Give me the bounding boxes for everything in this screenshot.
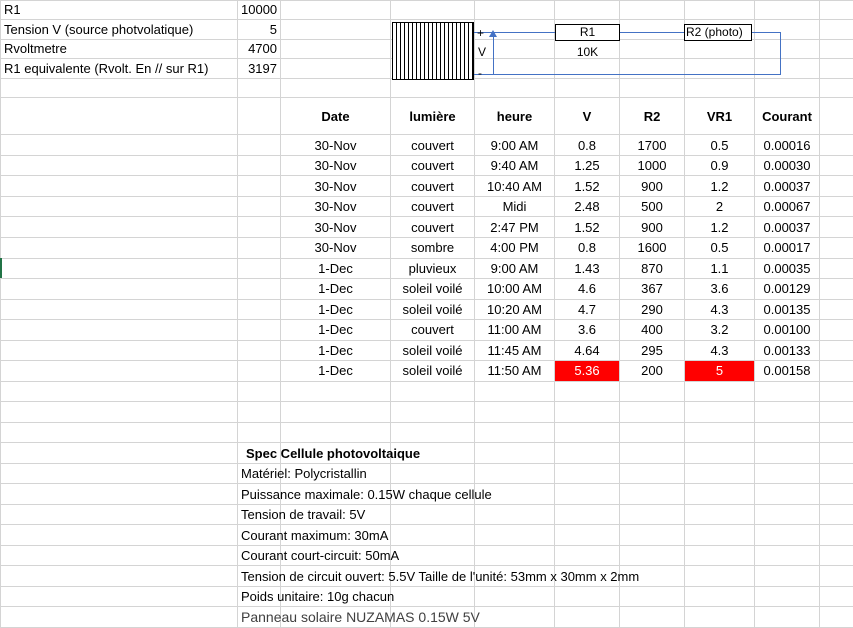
cell-lumiere[interactable]: couvert bbox=[391, 135, 475, 156]
cell-lumiere[interactable]: couvert bbox=[391, 196, 475, 217]
header-heure[interactable]: heure bbox=[475, 98, 555, 135]
cell-v[interactable]: 4.6 bbox=[555, 279, 620, 300]
table-row bbox=[1, 155, 853, 176]
cell-v[interactable]: 4.64 bbox=[555, 340, 620, 361]
cell-courant[interactable]: 0.00016 bbox=[755, 135, 820, 156]
cell-v[interactable]: 3.6 bbox=[555, 320, 620, 341]
voltmeter-lead bbox=[493, 36, 494, 74]
cell-tension-label[interactable]: Tension V (source photvolatique) bbox=[1, 20, 238, 39]
solar-panel-icon bbox=[392, 22, 474, 80]
cell-lumiere[interactable]: couvert bbox=[391, 320, 475, 341]
cell-heure[interactable]: 4:00 PM bbox=[475, 238, 555, 259]
cell-date[interactable]: 30-Nov bbox=[281, 196, 391, 217]
cell-date[interactable]: 30-Nov bbox=[281, 217, 391, 238]
cell-v[interactable]: 4.7 bbox=[555, 299, 620, 320]
cell-heure[interactable]: 9:40 AM bbox=[475, 155, 555, 176]
table-row bbox=[1, 340, 853, 361]
cell-lumiere[interactable]: couvert bbox=[391, 217, 475, 238]
table-row bbox=[1, 238, 853, 259]
cell-lumiere[interactable]: soleil voilé bbox=[391, 299, 475, 320]
cell-vr1[interactable]: 1.2 bbox=[685, 217, 755, 238]
cell-lumiere[interactable]: pluvieux bbox=[391, 258, 475, 279]
r1-resistor: R1 bbox=[555, 24, 620, 41]
cell-courant[interactable]: 0.00133 bbox=[755, 340, 820, 361]
cell-courant[interactable]: 0.00129 bbox=[755, 279, 820, 300]
cell-courant[interactable]: 0.00067 bbox=[755, 196, 820, 217]
v-label: V bbox=[478, 45, 487, 59]
cell-lumiere[interactable]: soleil voilé bbox=[391, 361, 475, 382]
cell-lumiere[interactable]: sombre bbox=[391, 238, 475, 259]
header-r2[interactable]: R2 bbox=[620, 98, 685, 135]
cell-v-highlighted[interactable]: 5.36 bbox=[555, 361, 620, 382]
spec-line[interactable]: Poids unitaire: 10g chacun bbox=[238, 586, 281, 607]
cell-vr1[interactable]: 0.5 bbox=[685, 135, 755, 156]
wire-top-left bbox=[474, 32, 555, 33]
cell-vr1[interactable]: 3.6 bbox=[685, 279, 755, 300]
cell-r2[interactable]: 900 bbox=[620, 176, 685, 197]
cell-date[interactable]: 1-Dec bbox=[281, 279, 391, 300]
cell-lumiere[interactable]: couvert bbox=[391, 155, 475, 176]
cell-v[interactable]: 0.8 bbox=[555, 135, 620, 156]
table-row bbox=[1, 217, 853, 238]
cell-req-value[interactable]: 3197 bbox=[238, 59, 281, 78]
cell-tension-value[interactable]: 5 bbox=[238, 20, 281, 39]
spec-line[interactable]: Tension de travail: 5V bbox=[238, 504, 281, 525]
arrow-up-icon bbox=[489, 30, 497, 37]
spec-line[interactable]: Puissance maximale: 0.15W chaque cellule bbox=[238, 484, 281, 505]
cell-date[interactable]: 30-Nov bbox=[281, 155, 391, 176]
cell-lumiere[interactable]: couvert bbox=[391, 176, 475, 197]
table-row bbox=[1, 279, 853, 300]
cell-courant[interactable]: 0.00135 bbox=[755, 299, 820, 320]
cell-heure[interactable]: 11:45 AM bbox=[475, 340, 555, 361]
cell-r2[interactable]: 1000 bbox=[620, 155, 685, 176]
cell-date[interactable]: 1-Dec bbox=[281, 258, 391, 279]
table-row bbox=[1, 299, 853, 320]
cell-lumiere[interactable]: soleil voilé bbox=[391, 279, 475, 300]
header-v[interactable]: V bbox=[555, 98, 620, 135]
cell-courant[interactable]: 0.00017 bbox=[755, 238, 820, 259]
cell-heure[interactable]: 11:00 AM bbox=[475, 320, 555, 341]
cell-r2[interactable]: 1700 bbox=[620, 135, 685, 156]
cell-r1-value[interactable]: 10000 bbox=[238, 1, 281, 20]
cell-courant[interactable]: 0.00037 bbox=[755, 217, 820, 238]
spec-line[interactable]: Courant maximum: 30mA bbox=[238, 525, 281, 546]
cell-r2[interactable]: 900 bbox=[620, 217, 685, 238]
wire-top-mid bbox=[620, 32, 684, 33]
cell-courant[interactable]: 0.00035 bbox=[755, 258, 820, 279]
wire-bottom bbox=[474, 74, 781, 75]
cell-date[interactable]: 1-Dec bbox=[281, 361, 391, 382]
cell-heure[interactable]: 9:00 AM bbox=[475, 258, 555, 279]
cell-date[interactable]: 30-Nov bbox=[281, 135, 391, 156]
minus-label: - bbox=[478, 66, 482, 80]
cell-v[interactable]: 1.25 bbox=[555, 155, 620, 176]
table-row bbox=[1, 135, 853, 156]
cell-heure[interactable]: 10:00 AM bbox=[475, 279, 555, 300]
cell-vr1[interactable]: 3.2 bbox=[685, 320, 755, 341]
spec-line[interactable]: Matériel: Polycristallin bbox=[238, 463, 281, 484]
cell-date[interactable]: 1-Dec bbox=[281, 320, 391, 341]
cell-r2[interactable]: 400 bbox=[620, 320, 685, 341]
r1-value-label: 10K bbox=[576, 45, 599, 59]
cell-courant[interactable]: 0.00158 bbox=[755, 361, 820, 382]
cell-vr1[interactable]: 1.2 bbox=[685, 176, 755, 197]
cell-lumiere[interactable]: soleil voilé bbox=[391, 340, 475, 361]
cell-r1-label[interactable]: R1 bbox=[1, 1, 238, 20]
spec-line[interactable]: Panneau solaire NUZAMAS 0.15W 5V bbox=[238, 607, 281, 628]
cell-r2[interactable]: 870 bbox=[620, 258, 685, 279]
cell-r2[interactable]: 200 bbox=[620, 361, 685, 382]
cell-vr1[interactable]: 4.3 bbox=[685, 299, 755, 320]
table-row bbox=[1, 258, 853, 279]
cell-courant[interactable]: 0.00037 bbox=[755, 176, 820, 197]
spec-title[interactable]: Spec Cellule photovoltaique bbox=[238, 443, 281, 464]
cell-courant[interactable]: 0.00030 bbox=[755, 155, 820, 176]
table-row bbox=[1, 320, 853, 341]
cell-heure[interactable]: 10:40 AM bbox=[475, 176, 555, 197]
cell-v[interactable]: 0.8 bbox=[555, 238, 620, 259]
cell-vr1[interactable]: 4.3 bbox=[685, 340, 755, 361]
cell-heure[interactable]: Midi bbox=[475, 196, 555, 217]
active-row-marker bbox=[0, 258, 2, 278]
table-row bbox=[1, 176, 853, 197]
cell-r2[interactable]: 295 bbox=[620, 340, 685, 361]
cell-rvolt-value[interactable]: 4700 bbox=[238, 39, 281, 58]
spec-line[interactable]: Courant court-circuit: 50mA bbox=[238, 545, 281, 566]
cell-v[interactable]: 1.52 bbox=[555, 217, 620, 238]
spec-line[interactable]: Tension de circuit ouvert: 5.5V Taille de l'unité: 53mm x 30mm x 2mm bbox=[238, 566, 281, 587]
cell-r2[interactable]: 1600 bbox=[620, 238, 685, 259]
cell-v[interactable]: 1.43 bbox=[555, 258, 620, 279]
header-vr1[interactable]: VR1 bbox=[685, 98, 755, 135]
header-courant[interactable]: Courant bbox=[755, 98, 820, 135]
cell-heure[interactable]: 9:00 AM bbox=[475, 135, 555, 156]
cell-heure[interactable]: 11:50 AM bbox=[475, 361, 555, 382]
cell-vr1[interactable]: 0.5 bbox=[685, 238, 755, 259]
cell-v[interactable]: 2.48 bbox=[555, 196, 620, 217]
r2-photo-resistor: R2 (photo) bbox=[684, 24, 752, 41]
cell-vr1[interactable]: 2 bbox=[685, 196, 755, 217]
table-row bbox=[1, 361, 853, 382]
cell-date[interactable]: 1-Dec bbox=[281, 299, 391, 320]
cell-date[interactable]: 30-Nov bbox=[281, 176, 391, 197]
cell-rvolt-label[interactable]: Rvoltmetre bbox=[1, 39, 238, 58]
table-row bbox=[1, 196, 853, 217]
cell-r2[interactable]: 367 bbox=[620, 279, 685, 300]
cell-courant[interactable]: 0.00100 bbox=[755, 320, 820, 341]
cell-r2[interactable]: 290 bbox=[620, 299, 685, 320]
cell-date[interactable]: 1-Dec bbox=[281, 340, 391, 361]
cell-heure[interactable]: 2:47 PM bbox=[475, 217, 555, 238]
header-date[interactable]: Date bbox=[281, 98, 391, 135]
cell-vr1[interactable]: 1.1 bbox=[685, 258, 755, 279]
cell-vr1-highlighted[interactable]: 5 bbox=[685, 361, 755, 382]
cell-heure[interactable]: 10:20 AM bbox=[475, 299, 555, 320]
wire-top-right bbox=[752, 32, 780, 33]
header-lumiere[interactable]: lumière bbox=[391, 98, 475, 135]
cell-vr1[interactable]: 0.9 bbox=[685, 155, 755, 176]
cell-date[interactable]: 30-Nov bbox=[281, 238, 391, 259]
plus-label: + bbox=[477, 26, 485, 40]
table-header-row bbox=[1, 98, 853, 135]
cell-req-label[interactable]: R1 equivalente (Rvolt. En // sur R1) bbox=[1, 59, 238, 78]
cell-v[interactable]: 1.52 bbox=[555, 176, 620, 197]
wire-right-vertical bbox=[780, 32, 781, 75]
cell-r2[interactable]: 500 bbox=[620, 196, 685, 217]
